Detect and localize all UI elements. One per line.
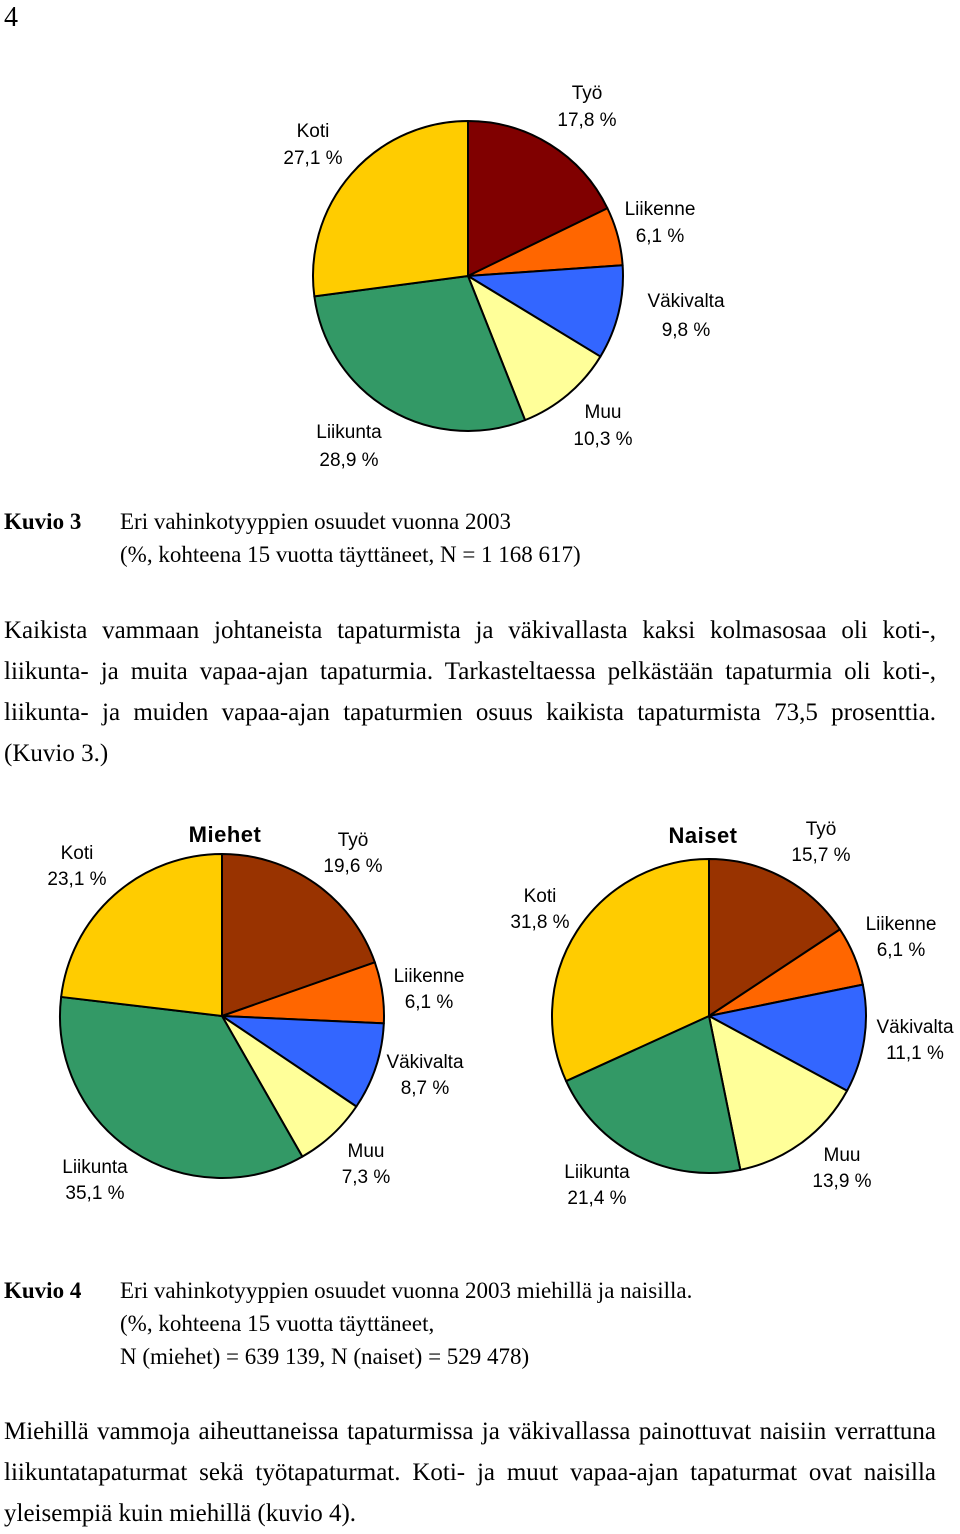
chart3-label-liikenne: Liikenne <box>865 914 937 935</box>
chart2-label-vakivalta: Väkivalta <box>386 1052 464 1073</box>
figure-caption-4 <box>4 1274 944 1379</box>
chart1-value-koti: 27,1 % <box>283 148 343 169</box>
chart3-value-koti: 31,8 % <box>510 912 570 933</box>
chart1-value-muu: 10,3 % <box>573 429 633 450</box>
chart3-label-tyo: Työ <box>805 819 837 840</box>
chart1-label-muu: Muu <box>584 402 622 423</box>
chart3-label-liikunta: Liikunta <box>564 1162 630 1183</box>
caption3-label: Kuvio 3 <box>4 509 82 534</box>
chart3-value-muu: 13,9 % <box>812 1171 872 1192</box>
chart2-label-muu: Muu <box>347 1141 385 1162</box>
chart2-value-muu: 7,3 % <box>341 1167 391 1188</box>
chart1-label-liikunta: Liikunta <box>316 422 382 443</box>
chart3-label-vakivalta: Väkivalta <box>876 1017 954 1038</box>
chart3-title: Naiset <box>668 823 738 848</box>
chart1-value-vakivalta: 9,8 % <box>661 320 711 341</box>
chart2-title: Miehet <box>188 822 262 847</box>
chart2-value-liikenne: 6,1 % <box>404 992 454 1013</box>
chart1-label-liikenne: Liikenne <box>624 199 696 220</box>
chart2-label-liikunta: Liikunta <box>62 1157 128 1178</box>
chart1-label-tyo: Työ <box>571 83 603 104</box>
body-paragraph-2: Miehillä vammoja aiheuttaneissa tapaturmissa ja väkivallassa painottuvat naisiin verrattuna liikuntatapaturmat sekä työtapaturmat. Koti- ja muut vapaa-ajan tapaturmat ovat naisilla yleisempiä kuin miehillä (kuvio 4). <box>4 1418 936 1527</box>
chart2-value-vakivalta: 8,7 % <box>400 1078 450 1099</box>
chart3-value-vakivalta: 11,1 % <box>886 1043 944 1064</box>
chart2-value-tyo: 19,6 % <box>323 856 383 877</box>
chart3-value-liikenne: 6,1 % <box>876 940 926 961</box>
chart2-value-liikunta: 35,1 % <box>65 1183 125 1204</box>
page-number: 4 <box>4 2 18 33</box>
caption3-text: Eri vahinkotyyppien osuudet vuonna 2003 (%, kohteena 15 vuotta täyttäneet, N = 1 168 617) <box>120 509 581 567</box>
body-paragraph-1: Kaikista vammaan johtaneista tapaturmista ja väkivallasta kaksi kolmasosaa oli koti-, liikunta- ja muita vapaa-ajan tapaturmia. Tarkasteltaessa pelkästään tapaturmia oli koti-, liikunta- ja muiden vapaa-ajan tapaturmien osuus kaikista tapaturmista 73,5 prosenttia. (Kuvio 3.) <box>4 617 936 767</box>
chart3-value-liikunta: 21,4 % <box>567 1188 627 1209</box>
chart1-value-tyo: 17,8 % <box>557 110 617 131</box>
chart2-value-koti: 23,1 % <box>47 869 107 890</box>
chart1-value-liikenne: 6,1 % <box>635 226 685 247</box>
chart3-label-koti: Koti <box>523 886 557 907</box>
chart1-value-liikunta: 28,9 % <box>319 450 379 471</box>
caption4-label: Kuvio 4 <box>4 1278 82 1303</box>
chart1-label-koti: Koti <box>296 121 330 142</box>
chart1-label-vakivalta: Väkivalta <box>647 291 725 312</box>
chart3-value-tyo: 15,7 % <box>791 845 851 866</box>
caption4-text: Eri vahinkotyyppien osuudet vuonna 2003 miehillä ja naisilla. (%, kohteena 15 vuotta täyttäneet, N (miehet) = 639 139, N (naiset) = 529 478) <box>120 1278 693 1369</box>
chart3-label-muu: Muu <box>823 1145 861 1166</box>
chart2-label-koti: Koti <box>60 843 94 864</box>
chart2-label-tyo: Työ <box>337 830 369 851</box>
figure-caption-3 <box>4 505 944 575</box>
chart2-label-liikenne: Liikenne <box>393 966 465 987</box>
